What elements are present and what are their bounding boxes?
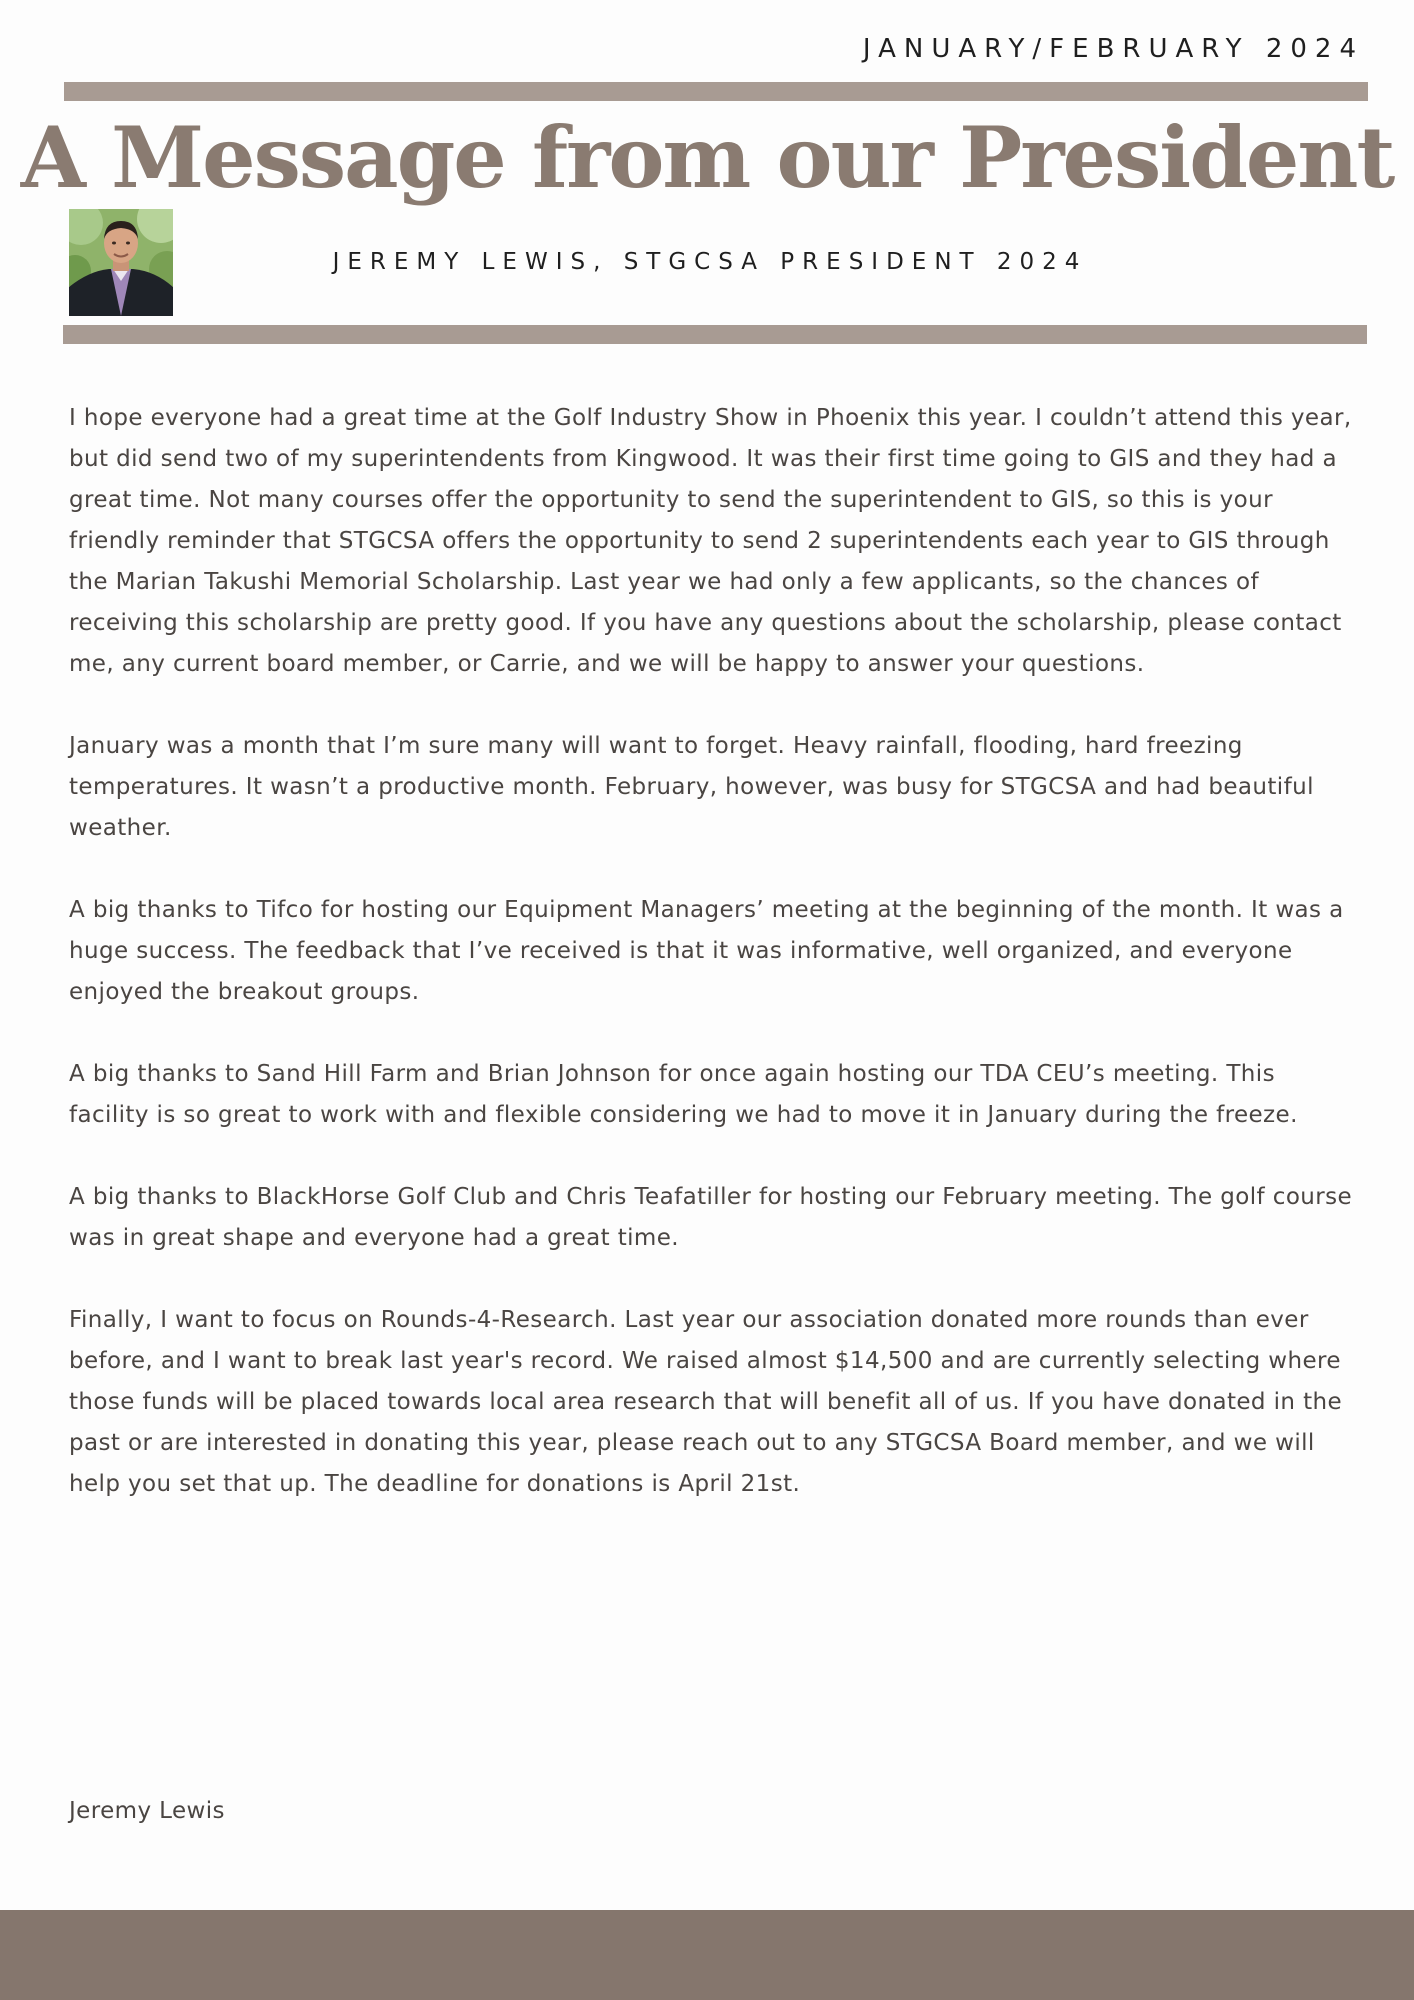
letter-body	[69, 398, 1359, 1546]
header-bottom-rule	[63, 325, 1367, 344]
paragraph-blackhorse-thanks: A big thanks to BlackHorse Golf Club and Chris Teafatiller for hosting our February meeting. The golf course was in great shape and everyone had a great time.	[69, 1184, 1353, 1251]
footer-band	[0, 1910, 1414, 2000]
paragraph-sand-hill-thanks: A big thanks to Sand Hill Farm and Brian Johnson for once again hosting our TDA CEU’s meeting. This facility is so great to work with and flexible considering we had to move it in January during the freeze.	[69, 1061, 1298, 1128]
paragraph-rounds-4-research: Finally, I want to focus on Rounds-4-Research. Last year our association donated more rounds than ever before, and I want to break last year's record. We raised almost $14,500 and are currently selecting where those funds will be placed towards local area research that will benefit all of us. If you have donated in the past or are interested in donating this year, please reach out to any STGCSA Board member, and we will help you set that up. The deadline for donations is April 21st.	[69, 1307, 1343, 1497]
paragraph-gis-scholarship: I hope everyone had a great time at the Golf Industry Show in Phoenix this year. I couldn’t attend this year, but did send two of my superintendents from Kingwood. It was their first time going to GIS and they had a great time. Not many courses offer the opportunity to send the superintendent to GIS, so this is your friendly reminder that STGCSA offers the opportunity to send 2 superintendents each year to GIS through the Marian Takushi Memorial Scholarship. Last year we had only a few applicants, so the chances of receiving this scholarship are pretty good. If you have any questions about the scholarship, please contact me, any current board member, or Carrie, and we will be happy to answer your questions.	[69, 405, 1352, 677]
byline: JEREMY LEWIS, STGCSA PRESIDENT 2024	[332, 249, 1088, 275]
paragraph-january-weather: January was a month that I’m sure many will want to forget. Heavy rainfall, flooding, hard freezing temperatures. It wasn’t a productive month. February, however, was busy for STGCSA and had beautiful weather.	[69, 733, 1314, 841]
page-title: A Message from our President	[20, 108, 1394, 207]
issue-date: JANUARY/FEBRUARY 2024	[862, 34, 1364, 64]
paragraph-tifco-thanks: A big thanks to Tifco for hosting our Equipment Managers’ meeting at the beginning of the month. It was a huge success. The feedback that I’ve received is that it was informative, well organized, and everyone enjoyed the breakout groups.	[69, 897, 1344, 1005]
signature: Jeremy Lewis	[69, 1798, 225, 1824]
